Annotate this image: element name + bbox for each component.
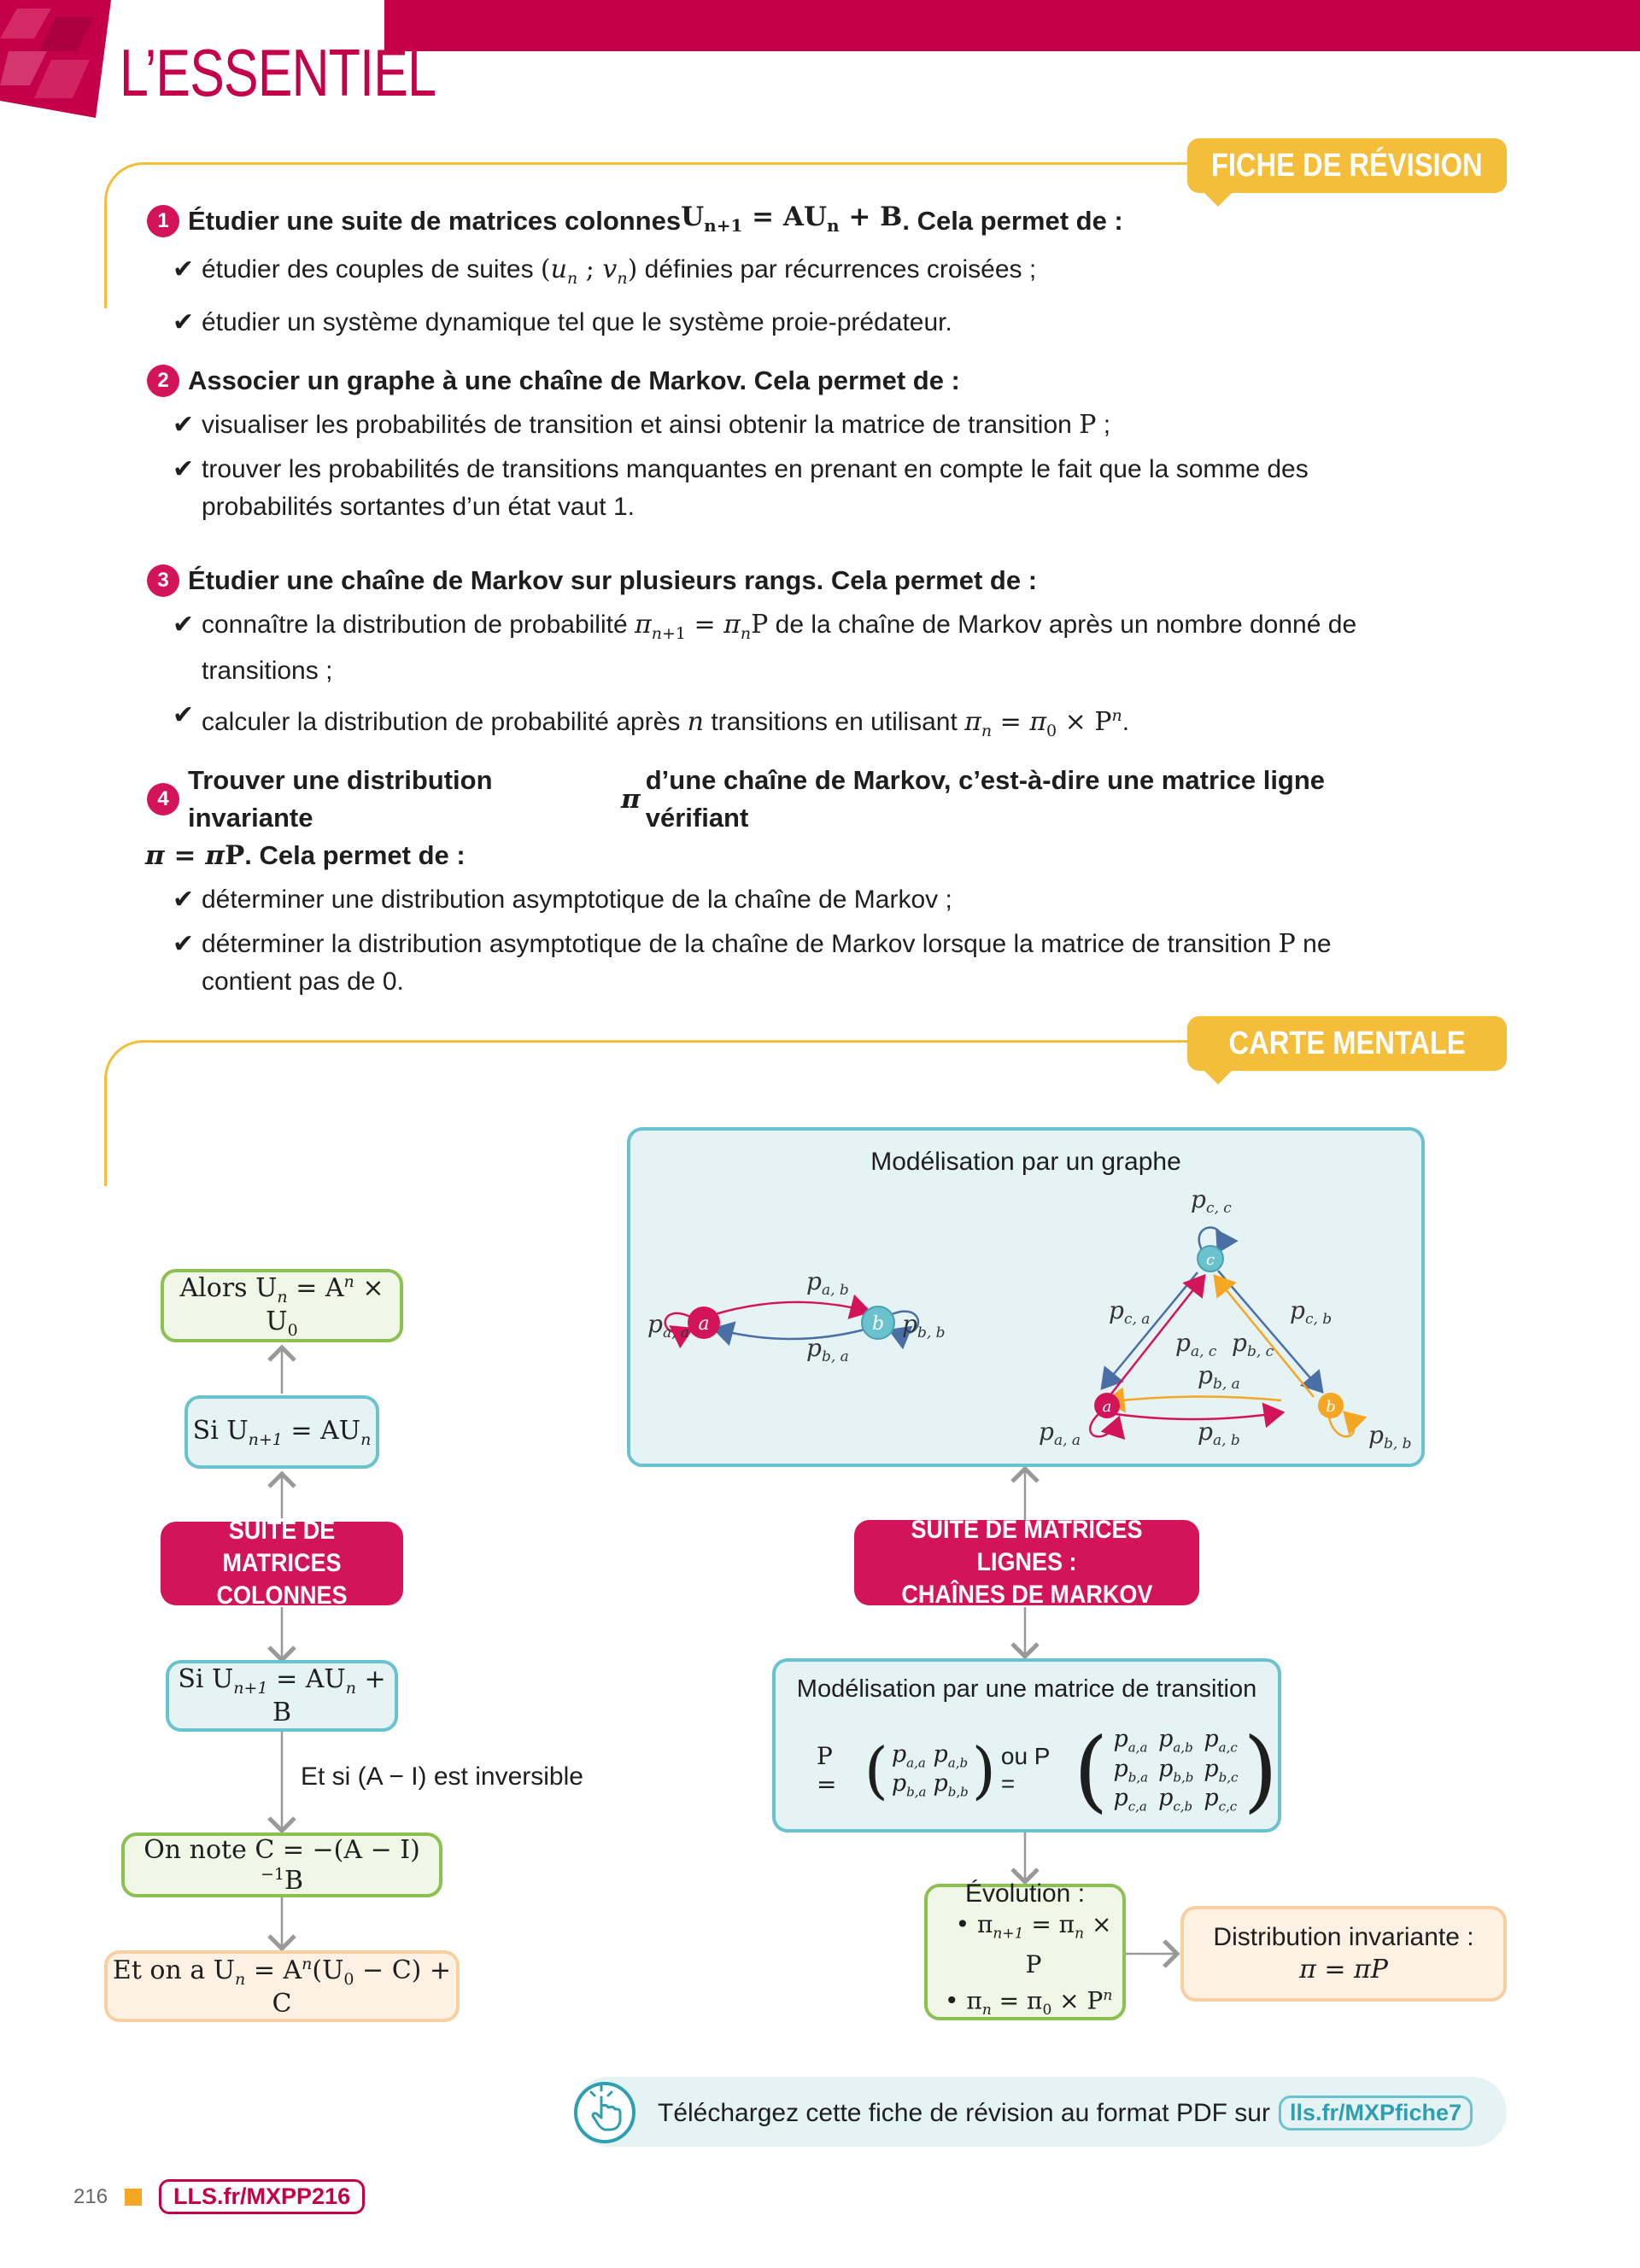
si2-text-a: Si U [178,1664,234,1694]
result-text-a: Et on a U [112,1955,236,1985]
item-heading-text: Trouver une distribution invariante [188,765,493,833]
evolution-line2 [945,1980,1112,2025]
result-rest2: (U [312,1955,344,1985]
label-pbb3: $p_{b, b}$ [1368,1421,1412,1453]
note-tail: B [284,1865,304,1896]
alors-rest: = A [287,1272,344,1303]
matrix-box [772,1658,1281,1833]
si2-rest: = AU [267,1664,346,1694]
si1-rest: = AU [282,1415,361,1446]
alors-rest2: × U [266,1272,384,1336]
m2-cell: $p_{b,a}$ [891,1770,927,1800]
result-box [104,1950,460,2022]
bullet-math: $\pi_{n+1} = \pi_nP$ [634,610,769,643]
check-icon: ✔ [173,411,195,439]
item-number-badge: 4 [147,783,179,815]
si1-text-a: Si U [192,1415,249,1446]
si2-text [169,1664,395,1727]
check-icon: ✔ [173,455,195,483]
item-heading-math: $U_{n+1} = AU_n + B$ [681,202,903,237]
si2-sub2: n [345,1679,356,1698]
footer-square-icon [125,2189,142,2206]
bullet-math: ($u_n$ ; $v_n$) [540,254,638,289]
evo1-sub2: n [1075,1925,1085,1943]
paren-left-3x3: ( [1073,1718,1109,1822]
check-icon: ✔ [173,701,195,729]
invariant-box [1180,1906,1507,2002]
download-link[interactable]: lls.fr/MXPfiche7 [1279,2096,1473,2131]
evo1-sub: n+1 [993,1925,1024,1943]
invariant-title: Distribution invariante : [1213,1923,1474,1951]
result-rest3: − C) + C [272,1955,452,2019]
label-pba-2: $p_{b, a}$ [806,1334,849,1365]
evo1-a: • π [955,1910,993,1939]
p-eq-label: P = [817,1742,837,1798]
note-box [121,1833,442,1897]
suite-colonnes-line1: SUITE DE MATRICES [222,1517,342,1577]
bullet-text-b: de la chaîne de Markov après un nombre donné de transitions ; [202,611,1357,685]
label-pab3: $p_{a, b}$ [1198,1418,1240,1449]
suite-colonnes-line2: COLONNES [216,1581,348,1610]
label-pab-2: $p_{a, b}$ [806,1267,849,1299]
alors-box [161,1269,403,1342]
label-pbb-2: $p_{b, b}$ [902,1310,946,1342]
item-heading-tail: d’une chaîne de Markov, c’est-à-dire une matrice ligne vérifiant [645,765,1326,833]
si2-sub: n+1 [233,1679,268,1698]
suite-colonnes-box [161,1517,403,1610]
node-a3-label: a [1102,1398,1112,1416]
label-pca: $p_{c, a}$ [1109,1296,1151,1328]
result-rest: = A [245,1955,302,1985]
bullet-math: n [687,707,704,737]
m2-cell: $p_{b,b}$ [933,1770,969,1800]
m3-cell: $p_{c,b}$ [1158,1785,1193,1815]
evolution-line1 [945,1909,1122,1980]
m3-cell: $p_{b,c}$ [1204,1755,1239,1786]
item-number-badge: 3 [147,564,179,597]
label-paa3: $p_{a, a}$ [1039,1418,1081,1449]
label-pcb: $p_{c, b}$ [1290,1296,1332,1328]
item-number-badge: 2 [147,365,179,397]
note-text [125,1835,439,1896]
paren-right-3x3: ) [1243,1718,1278,1822]
si1-sub: n+1 [248,1429,283,1449]
edge-b-a3 [1105,1396,1281,1402]
tap-hand-icon[interactable] [571,2078,639,2147]
alors-text [164,1272,400,1340]
evolution-box [924,1879,1126,2020]
evo2-sub: n [981,2001,992,2019]
evo2-a: • π [945,1986,982,2015]
si2-rest2: + B [272,1664,386,1727]
bullet-text-a: calculer la distribution de probabilité après [202,708,688,736]
check-icon: ✔ [173,886,195,914]
page-number: 216 [73,2184,108,2208]
bullet-text-c: . [1122,708,1130,736]
node-b-label: b [871,1313,885,1335]
edge-a-b [712,1302,870,1315]
evo1-rest2: × P [1025,1910,1112,1979]
item-heading-math: π [621,784,641,815]
item-heading-text: Associer un graphe à une chaîne de Markov. Cela permet de : [188,365,960,395]
label-pcc: $p_{c, c}$ [1191,1185,1232,1217]
check-icon: ✔ [173,930,195,958]
evo2-rest2: × P [1051,1986,1104,2015]
item-heading-line2-text: . Cela permet de : [244,840,466,870]
edge-a-b3 [1104,1412,1283,1419]
item-heading-text: Étudier une suite de matrices colonnes [188,206,682,237]
bullet-text: étudier un système dynamique tel que le système proie-prédateur. [202,308,952,337]
evo2-sub2: 0 [1042,2001,1052,2019]
note-sup: −1 [260,1864,284,1884]
check-icon: ✔ [173,255,195,284]
si1-sub2: n [360,1429,372,1449]
suite-lignes-box [854,1516,1199,1609]
condition-label: Et si (A − I) est inversible [301,1762,583,1791]
bullet-text-b: ; [1096,411,1111,439]
label-pba3: $p_{b, a}$ [1198,1361,1240,1393]
evo1-rest: = π [1023,1910,1075,1939]
page-title: L’ESSENTIEL [120,35,436,110]
item-heading-tail: . Cela permet de : [902,206,1123,237]
alors-text-a: Alors U [179,1272,278,1303]
bullet-text-a: visualiser les probabilités de transition et ainsi obtenir la matrice de transition [202,411,1080,439]
evo2-sup: n [1103,1986,1113,2004]
mindmap-tag-label: CARTE MENTALE [1228,1025,1466,1061]
bullet-text-b: transitions en utilisant [703,708,965,736]
item-number-badge: 1 [147,205,179,237]
m3-cell: $p_{b,a}$ [1113,1755,1149,1786]
m3-cell: $p_{c,c}$ [1204,1785,1238,1815]
bullet-text-b: ne contient pas de 0. [202,930,1332,996]
m3-cell: $p_{a,a}$ [1113,1726,1148,1756]
node-b3-label: b [1326,1398,1336,1416]
alors-sub: n [277,1287,288,1306]
graph-box [627,1127,1425,1467]
node-a-label: a [698,1313,710,1335]
si-box-2 [166,1660,398,1732]
m3-cell: $p_{c,a}$ [1113,1785,1147,1815]
bullet-math: P [1079,410,1097,440]
m3-cell: $p_{a,c}$ [1204,1726,1238,1756]
m2-cell: $p_{a,b}$ [933,1740,969,1770]
m3-cell: $p_{a,b}$ [1158,1726,1193,1756]
matrix-equation [817,1715,1278,1826]
label-pac: $p_{a, c}$ [1175,1329,1217,1360]
matrix-2x2 [888,1741,972,1800]
bullet-text-a: déterminer la distribution asymptotique de la chaîne de Markov lorsque la matrice de transition [202,930,1279,958]
node-c3-label: c [1205,1251,1215,1269]
footer [73,2179,365,2214]
check-icon: ✔ [173,611,195,639]
graph-box-title: Modélisation par un graphe [870,1148,1181,1176]
suite-lignes-line1: SUITE DE MATRICES LIGNES : [911,1516,1143,1576]
paren-left-2x2: ( [864,1734,888,1806]
bullet-text-a: étudier des couples de suites [202,255,541,284]
label-pbc: $p_{b, c}$ [1232,1329,1274,1360]
check-icon: ✔ [173,308,195,337]
si1-text [193,1416,372,1449]
result-sub: n [235,1969,246,1989]
bullet-math-2: $\pi_n = \pi_0 \times P^n$ [964,706,1122,740]
download-label: Téléchargez cette fiche de révision au format PDF sur [658,2098,1270,2127]
revision-tag-label: FICHE DE RÉVISION [1211,147,1483,184]
suite-lignes-line2: CHAÎNES DE MARKOV [900,1581,1153,1609]
alors-sup: n [343,1271,354,1291]
m2-cell: $p_{a,a}$ [891,1740,926,1770]
result-sub2: 0 [343,1969,354,1989]
download-text [658,2096,1473,2131]
ou-label: ou P = [1000,1743,1050,1797]
note-text-a: On note C = −(A − I) [144,1834,420,1865]
m3-cell: $p_{b,b}$ [1158,1755,1194,1786]
result-sup: n [302,1954,313,1973]
alors-sub2: 0 [287,1320,298,1340]
matrix-box-title: Modélisation par une matrice de transition [796,1675,1257,1703]
si-box-1 [184,1395,379,1469]
invariant-eq: π = πP [1299,1955,1388,1984]
bullet-text: déterminer une distribution asymptotique de la chaîne de Markov ; [202,886,952,914]
footer-link[interactable]: LLS.fr/MXPP216 [159,2179,365,2214]
label-paa-2: $p_{a, a}$ [647,1310,690,1342]
graph-diagram [630,1131,1421,1464]
evo2-rest: = π [991,1986,1043,2015]
item-heading-line2-math: π = πP [145,840,245,871]
edge-b-a [714,1329,868,1339]
item-heading-text: Étudier une chaîne de Markov sur plusieurs rangs. Cela permet de : [188,565,1038,595]
bullet-math: P [1278,929,1296,959]
bullet-text-b: définies par récurrences croisées ; [637,255,1037,284]
bullet-text: trouver les probabilités de transitions manquantes en prenant en compte le fait que la somme des probabilités sortantes d’un état vaut 1. [202,455,1309,521]
bullet-text-a: connaître la distribution de probabilité [202,611,635,639]
matrix-3x3 [1108,1726,1243,1814]
evolution-title: Évolution : [964,1879,1086,1909]
result-text [108,1955,456,2019]
paren-right-2x2: ) [971,1734,996,1806]
